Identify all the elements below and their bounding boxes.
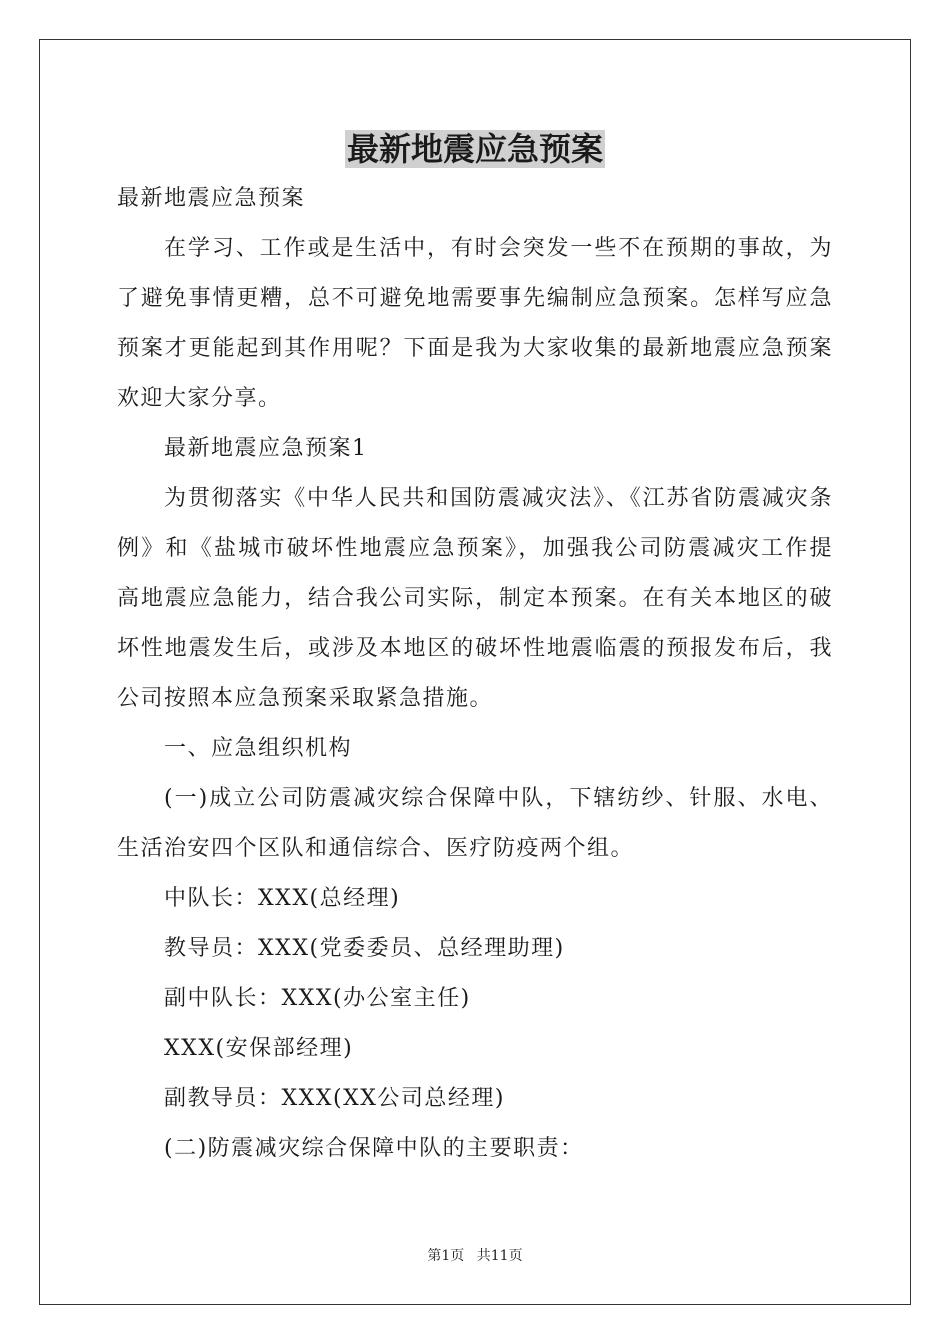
document-title (0, 126, 950, 172)
paragraph: (一)成立公司防震减灾综合保障中队，下辖纺纱、针服、水电、生活治安四个区队和通信综合、医疗防疫两个组。 (117, 786, 833, 861)
paragraph: 最新地震应急预案1 (164, 436, 368, 461)
paragraph: 一、应急组织机构 (164, 736, 353, 761)
page-total: 共11页 (476, 1248, 523, 1264)
paragraph: (二)防震减灾综合保障中队的主要职责： (164, 1136, 584, 1161)
paragraph: 在学习、工作或是生活中，有时会突发一些不在预期的事故，为了避免事情更糟，总不可避免地需要事先编制应急预案。怎样写应急预案才更能起到其作用呢？下面是我为大家收集的最新地震应急预案欢迎大家分享。 (117, 236, 833, 411)
paragraph: XXX(安保部经理) (164, 1036, 354, 1061)
document-title-text: 最新地震应急预案 (346, 130, 603, 168)
paragraph: 副教导员：XXX(XX公司总经理) (164, 1086, 505, 1111)
page-footer (0, 1246, 950, 1266)
paragraph: 最新地震应急预案 (117, 186, 306, 211)
paragraph: 为贯彻落实《中华人民共和国防震减灾法》、《江苏省防震减灾条例》和《盐城市破坏性地震应急预案》，加强我公司防震减灾工作提高地震应急能力，结合我公司实际，制定本预案。在有关本地区的破坏性地震发生后，或涉及本地区的破坏性地震临震的预报发布后，我公司按照本应急预案采取紧急措施。 (117, 486, 833, 711)
document-body (117, 174, 833, 1174)
paragraph: 教导员：XXX(党委委员、总经理助理) (164, 936, 565, 961)
paragraph: 副中队长：XXX(办公室主任) (164, 986, 471, 1011)
page-number: 第1页 (427, 1248, 465, 1264)
paragraph: 中队长：XXX(总经理) (164, 886, 401, 911)
